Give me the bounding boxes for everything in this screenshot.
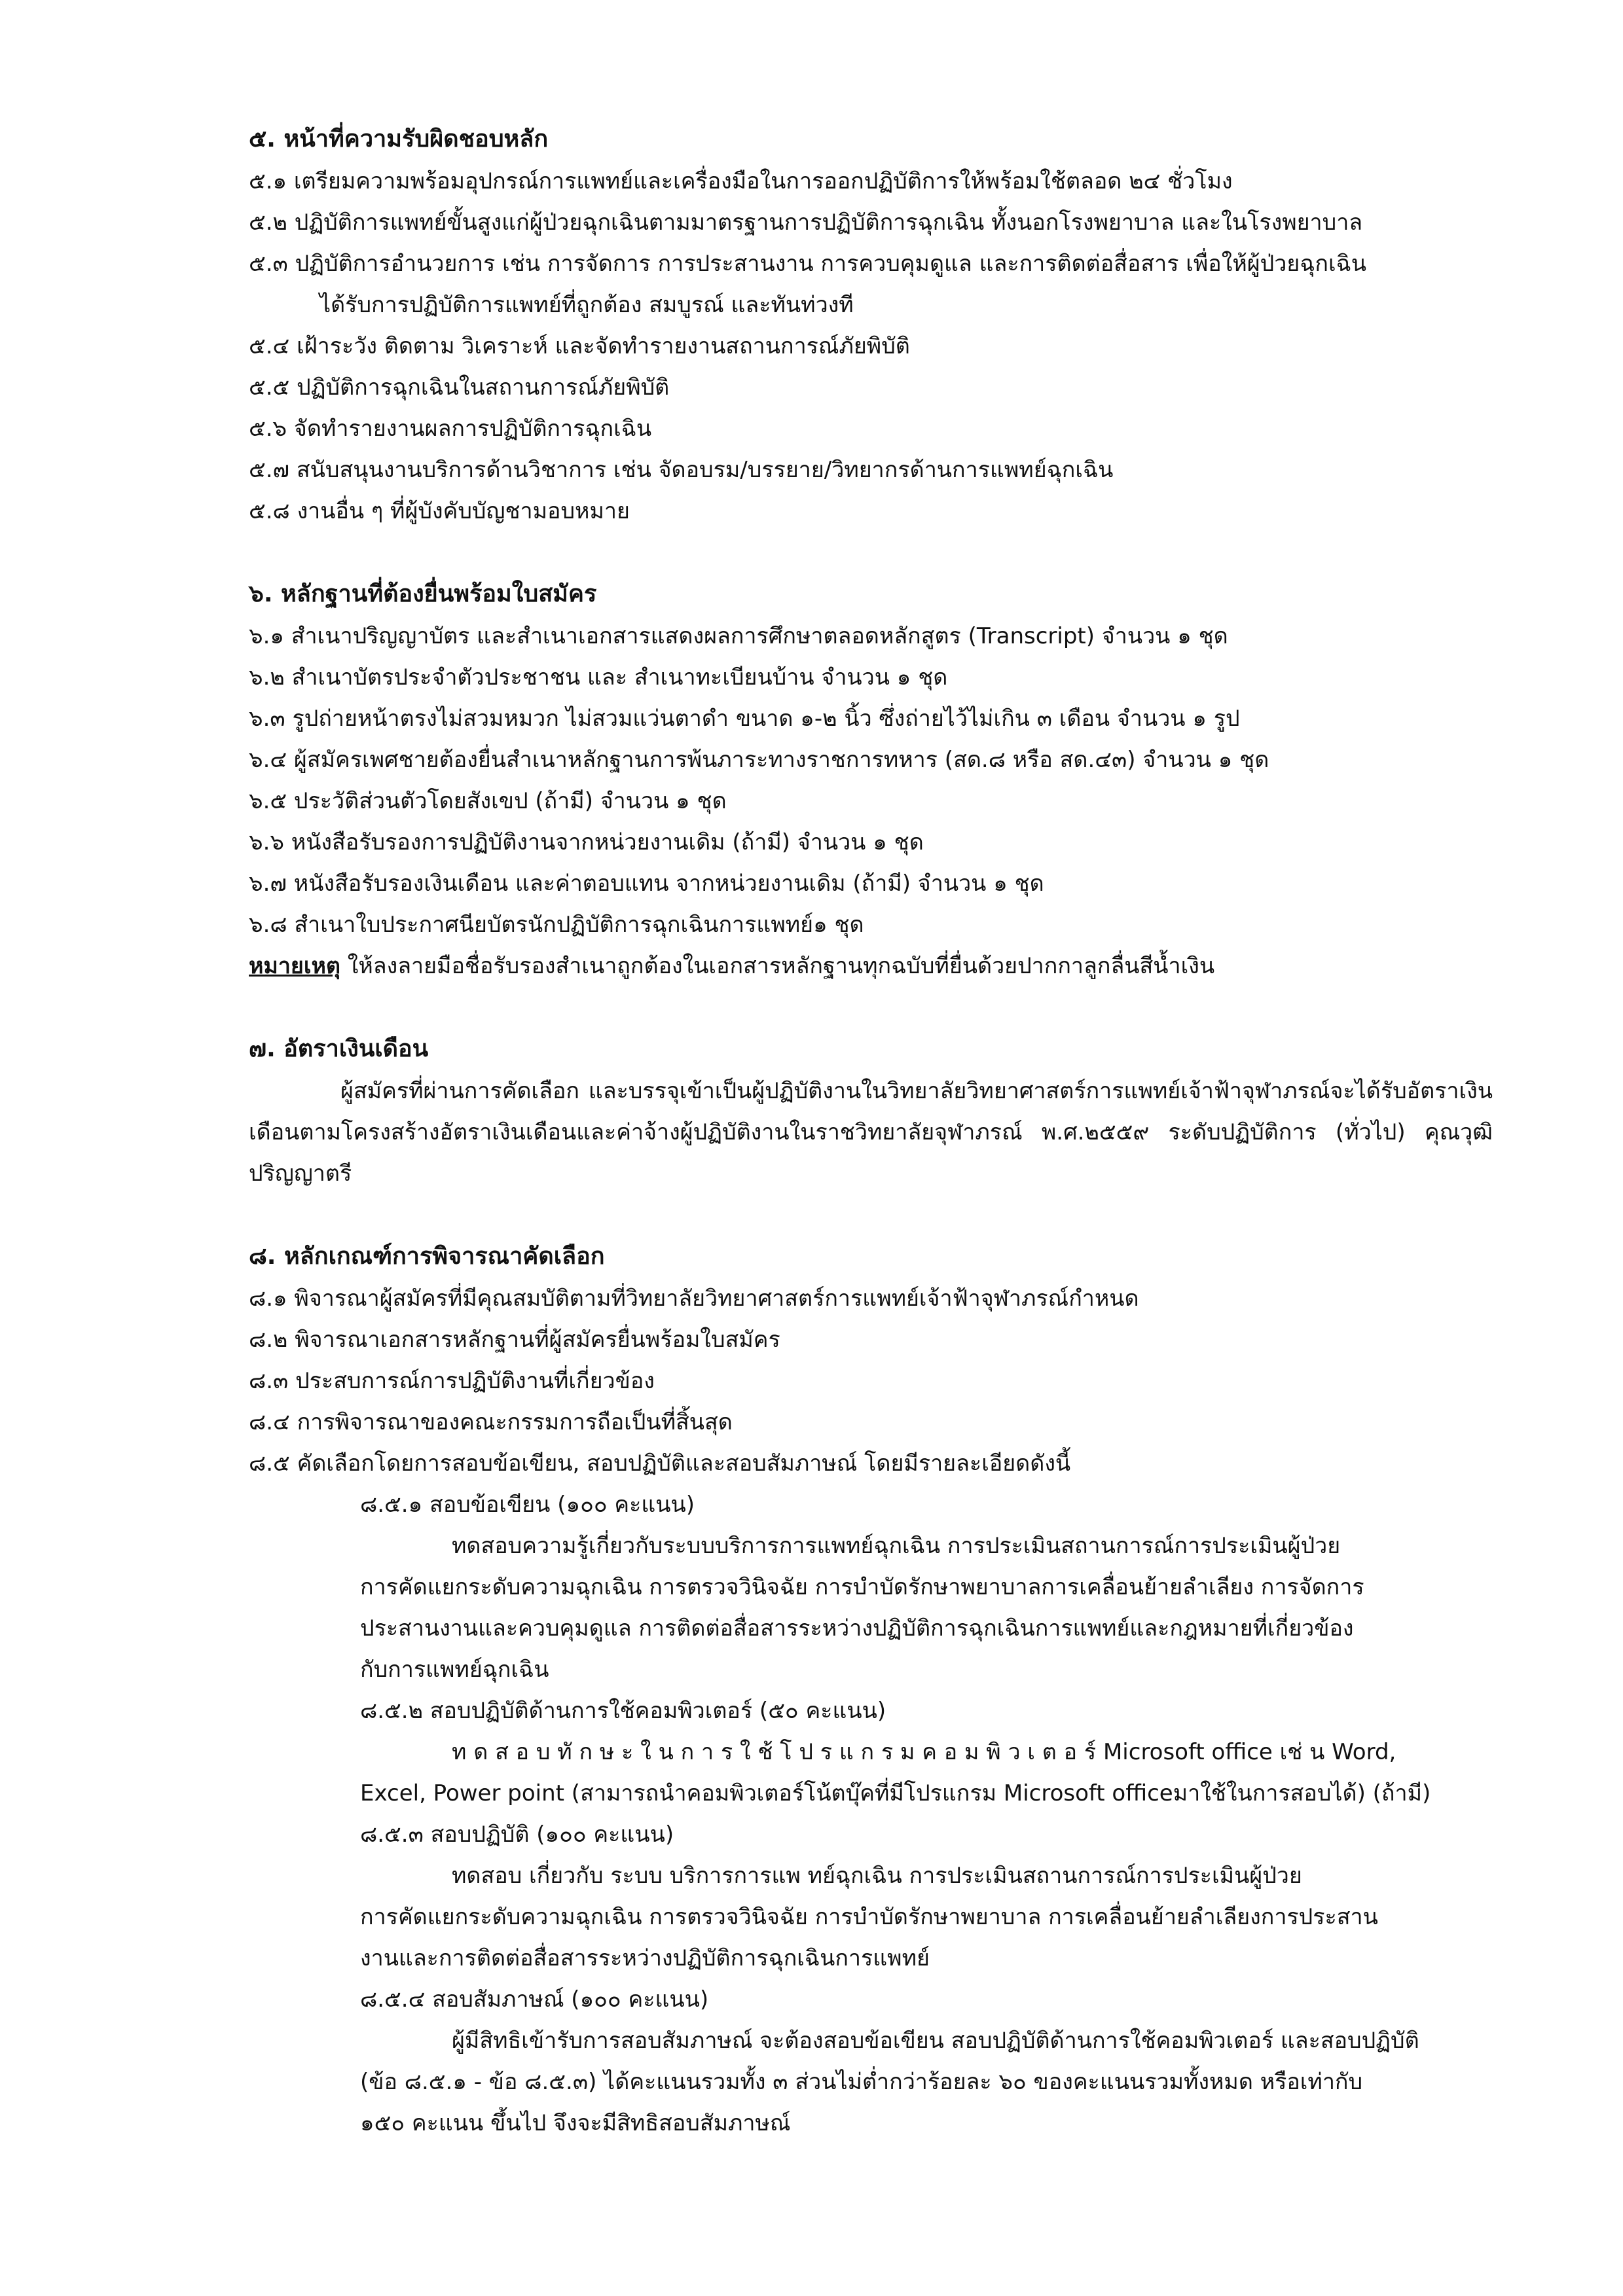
section-6-item-1: ๖.๑ สำเนาปริญญาบัตร และสำเนาเอกสารแสดงผลการศึกษาตลอดหลักสูตร (Transcript) จำนวน ๑ ชุด: [249, 623, 1228, 649]
section-7-paragraph: ผู้สมัครที่ผ่านการคัดเลือก และบรรจุเข้าเป็นผู้ปฏิบัติงานในวิทยาลัยวิทยาศาสตร์การแพทย์เจ้าฟ้าจุฬาภรณ์จะได้รับอัตราเงินเดือนตามโครงสร้างอัตราเงินเดือนและค่าจ้างผู้ปฏิบัติงานในราชวิทยาลัยจุฬาภรณ์ พ.ศ.๒๕๕๙ ระดับปฏิบัติการ (ทั่วไป) คุณวุฒิปริญญาตรี: [249, 1078, 1493, 1187]
note-text: ให้ลงลายมือชื่อรับรองสำเนาถูกต้องในเอกสารหลักฐานทุกฉบับที่ยื่นด้วยปากกาลูกลื่นสีน้ำเงิน: [340, 953, 1215, 979]
subsection-8-5-2-body: [249, 1732, 1493, 1814]
subsection-line: ประสานงานและควบคุมดูแล การติดต่อสื่อสารระหว่างปฏิบัติการฉุกเฉินการแพทย์และกฎหมายที่เกี่ยวข้อง: [360, 1615, 1354, 1641]
subsection-8-5-1-body: [249, 1526, 1493, 1691]
subsection-line: การคัดแยกระดับความฉุกเฉิน การตรวจวินิจฉัย การบำบัดรักษาพยาบาล การเคลื่อนย้ายลำเลียงการประสาน: [360, 1904, 1378, 1930]
section-5-item-2: ๕.๒ ปฏิบัติการแพทย์ขั้นสูงแก่ผู้ป่วยฉุกเฉินตามมาตรฐานการปฏิบัติการฉุกเฉิน ทั้งนอกโรงพยาบาล และในโรงพยาบาล: [249, 209, 1363, 236]
subsection-line: (ข้อ ๘.๕.๑ - ข้อ ๘.๕.๓) ได้คะแนนรวมทั้ง ๓ ส่วนไม่ต่ำกว่าร้อยละ ๖๐ ของคะแนนรวมทั้งหมด หรือเท่ากับ: [360, 2069, 1363, 2095]
section-8-item-5: ๘.๕ คัดเลือกโดยการสอบข้อเขียน, สอบปฏิบัติและสอบสัมภาษณ์ โดยมีรายละเอียดดังนี้: [249, 1450, 1071, 1477]
section-7-heading: ๗. อัตราเงินเดือน: [249, 1035, 429, 1062]
subsection-line: ท ด ส อ บ ทั ก ษ ะ ใ น ก า ร ใ ช้ โ ป ร แ ก ร ม ค อ ม พิ ว เ ต อ ร์ Microsoft office เช่ น Word,: [452, 1739, 1396, 1765]
document-body: [249, 118, 1493, 2144]
section-8-item-3: ๘.๓ ประสบการณ์การปฏิบัติงานที่เกี่ยวข้อง: [249, 1368, 655, 1394]
section-6-note: [249, 946, 1493, 987]
section-5-item-8: ๕.๘ งานอื่น ๆ ที่ผู้บังคับบัญชามอบหมาย: [249, 498, 630, 524]
note-label: หมายเหตุ: [249, 953, 340, 979]
section-5-item-7: ๕.๗ สนับสนุนงานบริการด้านวิชาการ เช่น จัดอบรม/บรรยาย/วิทยากรด้านการแพทย์ฉุกเฉิน: [249, 457, 1114, 483]
spacer: [249, 987, 1493, 1028]
subsection-line: Excel, Power point (สามารถนำคอมพิวเตอร์โน้ตบุ๊คที่มีโปรแกรม Microsoft officeมาใช้ในการสอบได้) (ถ้ามี): [360, 1780, 1431, 1806]
section-5-item-4: ๕.๔ เฝ้าระวัง ติดตาม วิเคราะห์ และจัดทำรายงานสถานการณ์ภัยพิบัติ: [249, 333, 910, 359]
section-6-item-6: ๖.๖ หนังสือรับรองการปฏิบัติงานจากหน่วยงานเดิม (ถ้ามี) จำนวน ๑ ชุด: [249, 829, 924, 855]
section-5-item-1: ๕.๑ เตรียมความพร้อมอุปกรณ์การแพทย์และเครื่องมือในการออกปฏิบัติการให้พร้อมใช้ตลอด ๒๔ ชั่วโมง: [249, 168, 1233, 194]
section-6-item-4: ๖.๔ ผู้สมัครเพศชายต้องยื่นสำเนาหลักฐานการพ้นภาระทางราชการทหาร (สด.๘ หรือ สด.๔๓) จำนวน ๑ ชุด: [249, 747, 1269, 773]
section-6-item-7: ๖.๗ หนังสือรับรองเงินเดือน และค่าตอบแทน จากหน่วยงานเดิม (ถ้ามี) จำนวน ๑ ชุด: [249, 870, 1044, 897]
subsection-8-5-1-title: ๘.๕.๑ สอบข้อเขียน (๑๐๐ คะแนน): [360, 1492, 695, 1518]
subsection-line: ผู้มีสิทธิเข้ารับการสอบสัมภาษณ์ จะต้องสอบข้อเขียน สอบปฏิบัติด้านการใช้คอมพิวเตอร์ และสอบปฏิบัติ: [452, 2028, 1419, 2054]
section-6-heading: ๖. หลักฐานที่ต้องยื่นพร้อมใบสมัคร: [249, 581, 597, 607]
spacer: [249, 532, 1493, 573]
subsection-8-5-4-body: [249, 2020, 1493, 2144]
section-8-heading: ๘. หลักเกณฑ์การพิจารณาคัดเลือก: [249, 1243, 605, 1270]
section-5-heading: ๕. หน้าที่ความรับผิดชอบหลัก: [249, 126, 549, 152]
section-5-item-6: ๕.๖ จัดทำรายงานผลการปฏิบัติการฉุกเฉิน: [249, 416, 652, 442]
section-5-item-5: ๕.๕ ปฏิบัติการฉุกเฉินในสถานการณ์ภัยพิบัติ: [249, 374, 670, 401]
subsection-8-5-4-title: ๘.๕.๔ สอบสัมภาษณ์ (๑๐๐ คะแนน): [360, 1986, 709, 2013]
subsection-line: ทดสอบความรู้เกี่ยวกับระบบบริการการแพทย์ฉุกเฉิน การประเมินสถานการณ์การประเมินผู้ป่วย: [452, 1533, 1341, 1559]
section-6-item-2: ๖.๒ สำเนาบัตรประจำตัวประชาชน และ สำเนาทะเบียนบ้าน จำนวน ๑ ชุด: [249, 664, 948, 691]
section-8-item-1: ๘.๑ พิจารณาผู้สมัครที่มีคุณสมบัติตามที่วิทยาลัยวิทยาศาสตร์การแพทย์เจ้าฟ้าจุฬาภรณ์กำหนด: [249, 1285, 1139, 1312]
section-6-item-3: ๖.๓ รูปถ่ายหน้าตรงไม่สวมหมวก ไม่สวมแว่นตาดำ ขนาด ๑-๒ นิ้ว ซึ่งถ่ายไว้ไม่เกิน ๓ เดือน จำนวน ๑ รูป: [249, 706, 1240, 732]
section-5-item-3: ๕.๓ ปฏิบัติการอำนวยการ เช่น การจัดการ การประสานงาน การควบคุมดูแล และการติดต่อสื่อสาร เพื่อให้ผู้ป่วยฉุกเฉิน: [249, 251, 1367, 277]
subsection-line: ทดสอบ เกี่ยวกับ ระบบ บริการการแพ ทย์ฉุกเฉิน การประเมินสถานการณ์การประเมินผู้ป่วย: [452, 1863, 1302, 1889]
subsection-line: งานและการติดต่อสื่อสารระหว่างปฏิบัติการฉุกเฉินการแพทย์: [360, 1945, 930, 1971]
section-6-item-8: ๖.๘ สำเนาใบประกาศนียบัตรนักปฏิบัติการฉุกเฉินการแพทย์๑ ชุด: [249, 912, 864, 938]
subsection-line: การคัดแยกระดับความฉุกเฉิน การตรวจวินิจฉัย การบำบัดรักษาพยาบาลการเคลื่อนย้ายลำเลียง การจัดการ: [360, 1574, 1364, 1600]
section-8-item-2: ๘.๒ พิจารณาเอกสารหลักฐานที่ผู้สมัครยื่นพร้อมใบสมัคร: [249, 1327, 780, 1353]
section-8-item-4: ๘.๔ การพิจารณาของคณะกรรมการถือเป็นที่สิ้นสุด: [249, 1409, 733, 1435]
subsection-8-5-2-title: ๘.๕.๒ สอบปฏิบัติด้านการใช้คอมพิวเตอร์ (๕๐ คะแนน): [360, 1698, 886, 1724]
section-5-item-3-continuation: ได้รับการปฏิบัติการแพทย์ที่ถูกต้อง สมบูรณ์ และทันท่วงที: [319, 292, 854, 318]
subsection-8-5-3-title: ๘.๕.๓ สอบปฏิบัติ (๑๐๐ คะแนน): [360, 1821, 674, 1848]
section-6-item-5: ๖.๕ ประวัติส่วนตัวโดยสังเขป (ถ้ามี) จำนวน ๑ ชุด: [249, 788, 727, 814]
subsection-line: กับการแพทย์ฉุกเฉิน: [360, 1657, 549, 1683]
subsection-line: ๑๕๐ คะแนน ขึ้นไป จึงจะมีสิทธิสอบสัมภาษณ์: [360, 2110, 791, 2136]
spacer: [249, 1194, 1493, 1235]
subsection-8-5-3-body: [249, 1856, 1493, 1979]
